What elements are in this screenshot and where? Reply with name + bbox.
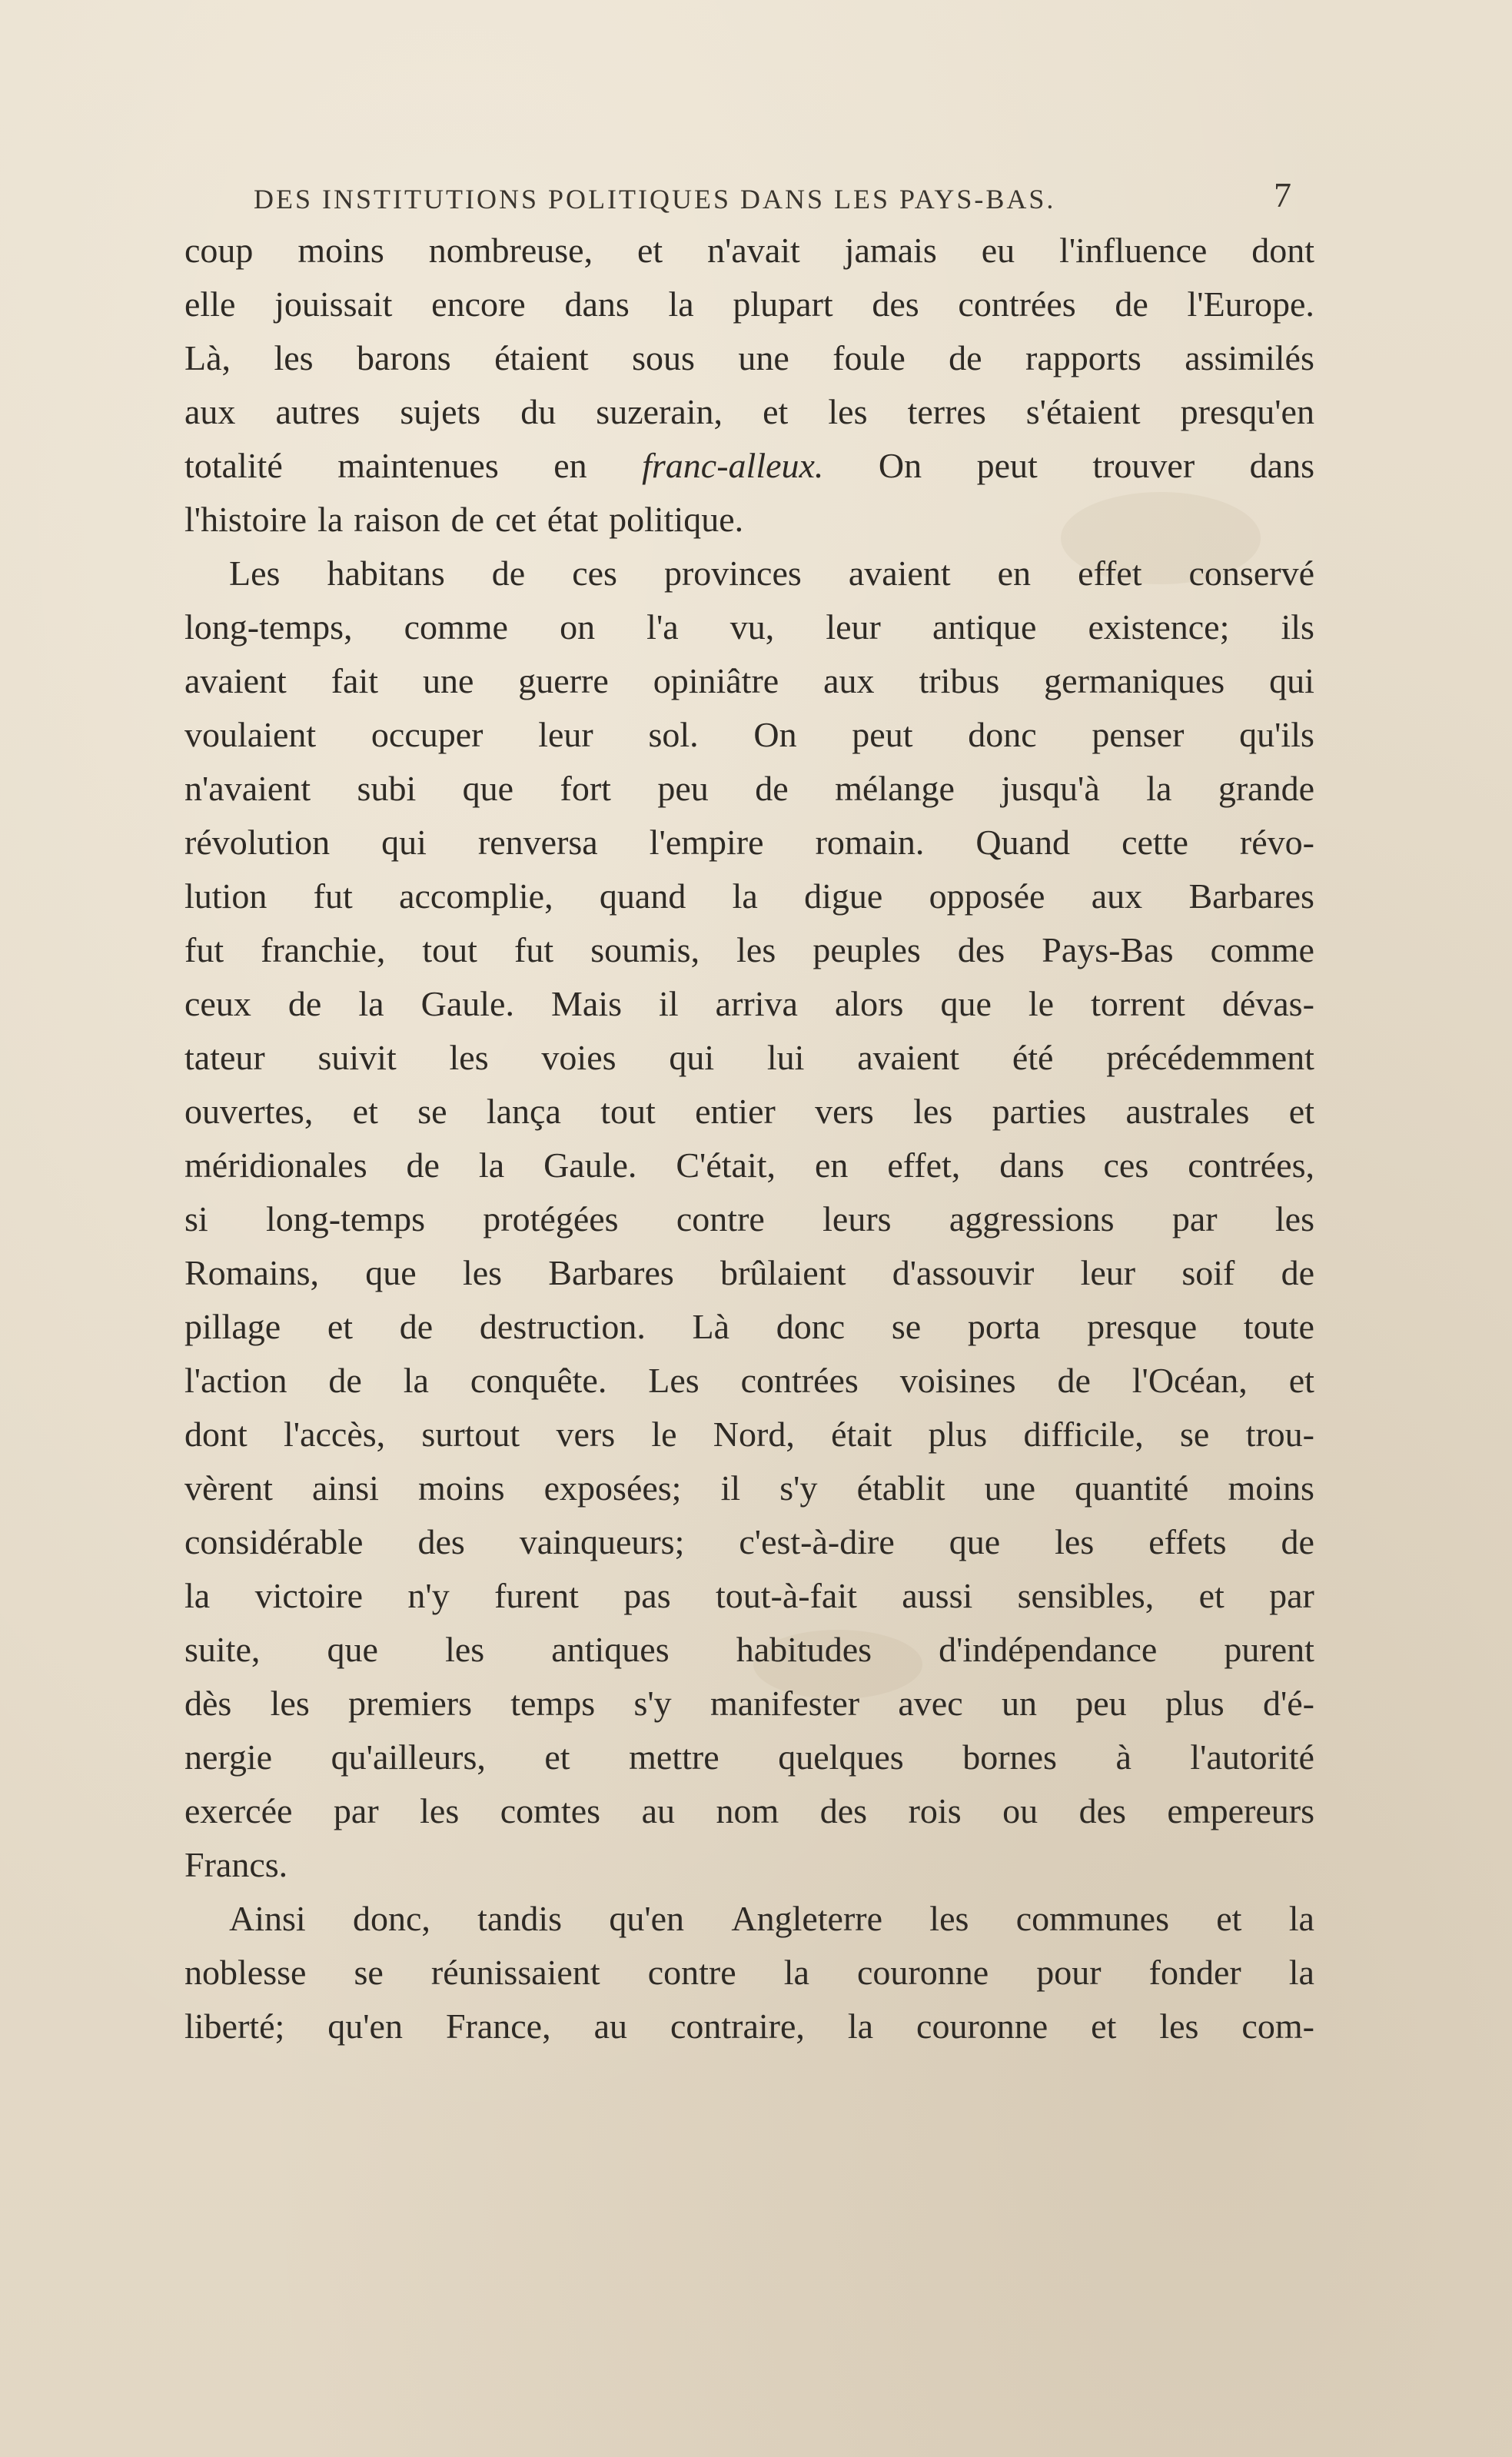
text-line: nergie qu'ailleurs, et mettre quelques bornes à l'autorité: [184, 1737, 1314, 1777]
text-line: l'histoire la raison de cet état politique.: [184, 499, 744, 539]
text-line: suite, que les antiques habitudes d'indépendance purent: [184, 1629, 1314, 1669]
text-line: avaient fait une guerre opiniâtre aux tribus germaniques qui: [184, 660, 1314, 700]
text-line: aux autres sujets du suzerain, et les terres s'étaient presqu'en: [184, 391, 1314, 431]
text-line: totalité maintenues en franc-alleux. On peut trouver dans: [184, 445, 1314, 485]
text-line: noblesse se réunissaient contre la couronne pour fonder la: [184, 1952, 1314, 1992]
text-line: voulaient occuper leur sol. On peut donc penser qu'ils: [184, 714, 1314, 754]
text-line: Là, les barons étaient sous une foule de rapports assimilés: [184, 337, 1314, 377]
page-number: 7: [1274, 175, 1291, 214]
text-line: la victoire n'y furent pas tout-à-fait aussi sensibles, et par: [184, 1575, 1314, 1615]
text-line: coup moins nombreuse, et n'avait jamais eu l'influence dont: [184, 230, 1314, 270]
text-line: considérable des vainqueurs; c'est-à-dire que les effets de: [184, 1521, 1314, 1561]
body-text: [184, 223, 1314, 2053]
text-line: lution fut accomplie, quand la digue opposée aux Barbares: [184, 876, 1314, 916]
text-line: exercée par les comtes au nom des rois ou des empereurs: [184, 1790, 1314, 1830]
text-line: dont l'accès, surtout vers le Nord, était plus difficile, se trou-: [184, 1414, 1314, 1454]
text-line: Les habitans de ces provinces avaient en effet conservé: [229, 553, 1314, 593]
text-line: fut franchie, tout fut soumis, les peuples des Pays-Bas comme: [184, 929, 1314, 969]
text-line: dès les premiers temps s'y manifester avec un peu plus d'é-: [184, 1683, 1314, 1723]
text-line: elle jouissait encore dans la plupart des contrées de l'Europe.: [184, 284, 1314, 324]
running-head: DES INSTITUTIONS POLITIQUES DANS LES PAYS-BAS.: [254, 184, 1056, 214]
text-line: vèrent ainsi moins exposées; il s'y établit une quantité moins: [184, 1468, 1314, 1508]
text-line: n'avaient subi que fort peu de mélange jusqu'à la grande: [184, 768, 1314, 808]
text-line: ouvertes, et se lança tout entier vers les parties australes et: [184, 1091, 1314, 1131]
text-line: tateur suivit les voies qui lui avaient été précédemment: [184, 1037, 1314, 1077]
text-line: Romains, que les Barbares brûlaient d'assouvir leur soif de: [184, 1252, 1314, 1292]
text-line: méridionales de la Gaule. C'était, en effet, dans ces contrées,: [184, 1145, 1314, 1185]
text-line: Francs.: [184, 1844, 288, 1884]
text-line: Ainsi donc, tandis qu'en Angleterre les communes et la: [229, 1898, 1314, 1938]
text-line: ceux de la Gaule. Mais il arriva alors que le torrent dévas-: [184, 983, 1314, 1023]
text-line: pillage et de destruction. Là donc se porta presque toute: [184, 1306, 1314, 1346]
text-line: liberté; qu'en France, au contraire, la couronne et les com-: [184, 2006, 1314, 2046]
text-line: l'action de la conquête. Les contrées voisines de l'Océan, et: [184, 1360, 1314, 1400]
text-line: si long-temps protégées contre leurs aggressions par les: [184, 1199, 1314, 1238]
text-line: long-temps, comme on l'a vu, leur antique existence; ils: [184, 607, 1314, 647]
page-header: [254, 169, 1299, 215]
text-line: révolution qui renversa l'empire romain. Quand cette révo-: [184, 822, 1314, 862]
